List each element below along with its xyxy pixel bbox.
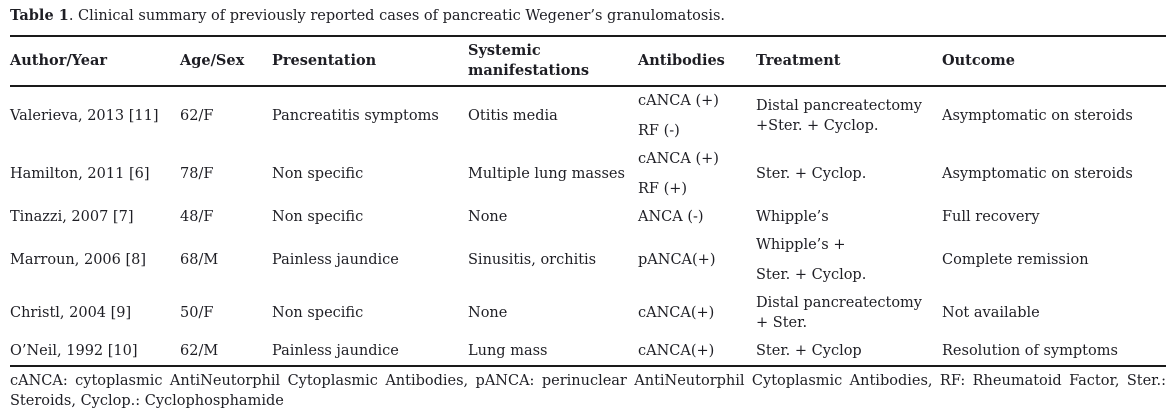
cell-outcome: Not available <box>942 305 1040 321</box>
cell-systemic: Otitis media <box>468 108 558 124</box>
table-footnote: cANCA: cytoplasmic AntiNeutorphil Cytoplasmic Antibodies, pANCA: perinuclear AntiNeutorphil Cytoplasmic Antibodies, RF: Rheumatoid Factor, Ster.: Steroids, Cyclop.: Cyclophosphamide <box>10 373 1166 409</box>
cell-systemic: Multiple lung masses <box>468 166 625 182</box>
table-caption-label: Table 1 <box>10 7 69 24</box>
cell-antibodies <box>638 145 756 203</box>
cell-treatment <box>756 289 942 337</box>
cell-antibodies-line: cANCA (+) <box>638 151 719 167</box>
cell-antibodies <box>638 289 756 337</box>
cell-outcome: Asymptomatic on steroids <box>942 166 1133 182</box>
cell-age-sex: 48/F <box>180 209 214 225</box>
cell-treatment <box>756 203 942 231</box>
cell-author-year: Marroun, 2006 [8] <box>10 252 147 268</box>
cell-age-sex: 68/M <box>180 252 219 268</box>
cell-systemic: Lung mass <box>468 343 548 359</box>
cell-treatment-line: Ster. + Cyclop <box>756 343 862 359</box>
cell-systemic: Sinusitis, orchitis <box>468 252 597 268</box>
column-header-4: Antibodies <box>638 52 725 69</box>
cell-antibodies <box>638 203 756 231</box>
cell-treatment-line: Whipple’s + <box>756 237 846 253</box>
cell-author-year: Christl, 2004 [9] <box>10 305 132 321</box>
cell-author-year: Tinazzi, 2007 [7] <box>10 209 134 225</box>
cell-author-year: O’Neil, 1992 [10] <box>10 343 138 359</box>
table-body <box>10 86 1166 366</box>
cell-treatment <box>756 86 942 145</box>
cell-antibodies <box>638 86 756 145</box>
cell-treatment <box>756 145 942 203</box>
table-header-row <box>10 36 1166 86</box>
table-caption-text: . Clinical summary of previously reported cases of pancreatic Wegener’s granulomatosis. <box>68 8 726 24</box>
cell-author-year: Hamilton, 2011 [6] <box>10 166 150 182</box>
cell-antibodies-line: RF (+) <box>638 181 688 197</box>
cell-outcome: Asymptomatic on steroids <box>942 108 1133 124</box>
cell-antibodies-line: ANCA (-) <box>638 209 704 225</box>
column-header-3: Systemic manifestations <box>468 42 590 79</box>
column-header-5: Treatment <box>756 52 841 69</box>
cell-age-sex: 50/F <box>180 305 214 321</box>
cell-antibodies <box>638 337 756 366</box>
cell-treatment <box>756 231 942 289</box>
cell-treatment <box>756 337 942 366</box>
cell-outcome: Complete remission <box>942 252 1089 268</box>
cell-presentation: Pancreatitis symptoms <box>272 108 439 124</box>
cell-systemic: None <box>468 209 508 225</box>
cell-treatment-line: Distal pancreatectomy +Ster. + Cyclop. <box>756 98 922 134</box>
table-row <box>10 203 1166 231</box>
column-header-0: Author/Year <box>10 52 107 69</box>
cell-antibodies-line: pANCA(+) <box>638 252 716 268</box>
table-row <box>10 289 1166 337</box>
cell-antibodies <box>638 231 756 289</box>
cell-treatment-line: Distal pancreatectomy + Ster. <box>756 295 922 331</box>
cell-antibodies-line: cANCA(+) <box>638 305 715 321</box>
cell-age-sex: 78/F <box>180 166 214 182</box>
table-row <box>10 231 1166 289</box>
cell-presentation: Non specific <box>272 305 364 321</box>
cell-age-sex: 62/M <box>180 343 219 359</box>
clinical-summary-table <box>10 35 1166 367</box>
table-row <box>10 145 1166 203</box>
table-row <box>10 337 1166 366</box>
cell-systemic: None <box>468 305 508 321</box>
cell-age-sex: 62/F <box>180 108 214 124</box>
cell-antibodies-line: cANCA (+) <box>638 93 719 109</box>
cell-antibodies-line: cANCA(+) <box>638 343 715 359</box>
cell-antibodies-line: RF (-) <box>638 123 680 139</box>
cell-presentation: Painless jaundice <box>272 343 399 359</box>
cell-treatment-line: Whipple’s <box>756 209 829 225</box>
cell-presentation: Painless jaundice <box>272 252 399 268</box>
column-header-2: Presentation <box>272 52 377 69</box>
cell-author-year: Valerieva, 2013 [11] <box>10 108 159 124</box>
column-header-1: Age/Sex <box>180 52 245 69</box>
cell-presentation: Non specific <box>272 166 364 182</box>
cell-presentation: Non specific <box>272 209 364 225</box>
cell-treatment-line: Ster. + Cyclop. <box>756 166 867 182</box>
cell-outcome: Full recovery <box>942 209 1040 225</box>
table-row <box>10 86 1166 145</box>
cell-outcome: Resolution of symptoms <box>942 343 1118 359</box>
table-caption <box>10 6 1166 30</box>
cell-treatment-line: Ster. + Cyclop. <box>756 267 867 283</box>
column-header-6: Outcome <box>942 52 1015 69</box>
